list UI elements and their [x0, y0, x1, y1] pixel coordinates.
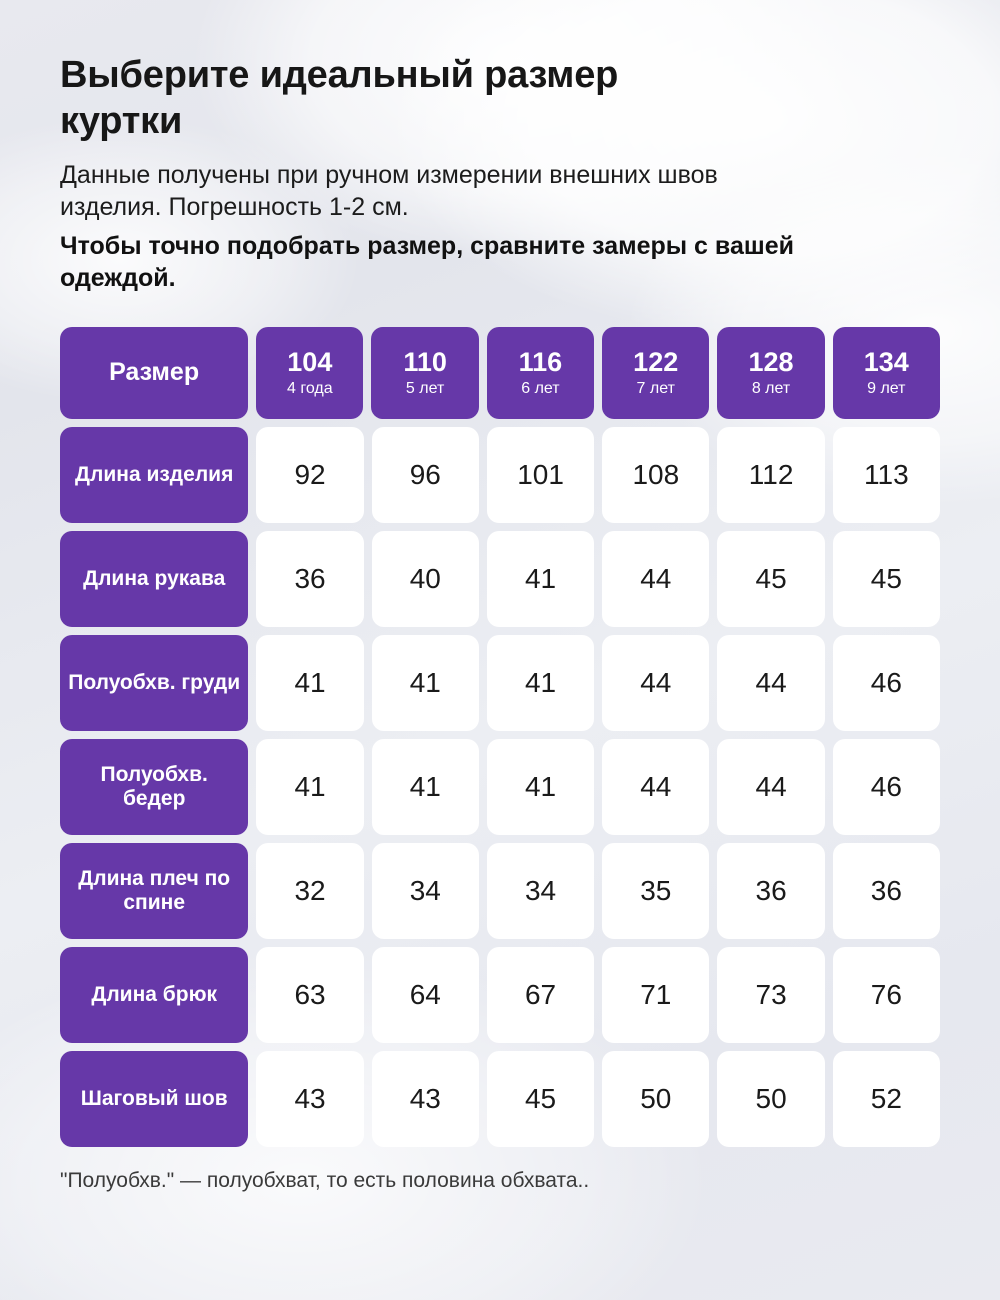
header-age: 5 лет — [405, 379, 445, 397]
page-title: Выберите идеальный размер куртки — [60, 54, 619, 143]
table-header-col-1 — [371, 327, 478, 419]
table-header-col-3 — [602, 327, 709, 419]
header-age: 4 года — [287, 379, 333, 397]
table-cell: 44 — [717, 635, 824, 731]
table-row — [60, 947, 940, 1043]
table-cell: 44 — [602, 531, 709, 627]
table-cell: 34 — [372, 843, 479, 939]
table-cell: 112 — [717, 427, 824, 523]
table-header-row — [60, 327, 940, 419]
table-cell: 108 — [602, 427, 709, 523]
table-cell: 41 — [256, 635, 363, 731]
table-cell: 76 — [833, 947, 940, 1043]
row-label: Полуобхв. бедер — [60, 739, 248, 835]
table-row — [60, 843, 940, 939]
table-cell: 44 — [602, 635, 709, 731]
table-row — [60, 1051, 940, 1147]
table-cell: 52 — [833, 1051, 940, 1147]
table-header-col-4 — [717, 327, 824, 419]
table-cell: 45 — [833, 531, 940, 627]
table-cell: 45 — [487, 1051, 594, 1147]
header-size: 116 — [518, 347, 563, 378]
header-age: 8 лет — [751, 379, 791, 397]
table-corner-label: Размер — [60, 327, 248, 419]
table-cell: 40 — [372, 531, 479, 627]
page-subtitle: Данные получены при ручном измерении внешних швов изделия. Погрешность 1-2 см. — [60, 160, 718, 222]
table-cell: 35 — [602, 843, 709, 939]
header-size: 110 — [403, 347, 447, 378]
table-cell: 41 — [487, 635, 594, 731]
size-table — [60, 327, 940, 1147]
row-label: Полуобхв. груди — [60, 635, 248, 731]
table-cell: 50 — [717, 1051, 824, 1147]
footnote: "Полуобхв." — полуобхват, то есть половина обхвата.. — [60, 1168, 590, 1192]
table-cell: 50 — [602, 1051, 709, 1147]
table-row — [60, 427, 940, 523]
table-cell: 44 — [717, 739, 824, 835]
table-cell: 36 — [256, 531, 363, 627]
table-row — [60, 635, 940, 731]
header-size: 134 — [863, 347, 909, 378]
table-cell: 46 — [833, 739, 940, 835]
header-size: 104 — [287, 347, 333, 378]
table-cell: 46 — [833, 635, 940, 731]
row-label: Шаговый шов — [60, 1051, 248, 1147]
table-header-col-5 — [833, 327, 940, 419]
table-cell: 45 — [717, 531, 824, 627]
table-cell: 41 — [487, 531, 594, 627]
table-cell: 36 — [717, 843, 824, 939]
row-label: Длина изделия — [60, 427, 248, 523]
table-cell: 92 — [256, 427, 363, 523]
table-cell: 36 — [833, 843, 940, 939]
table-cell: 64 — [372, 947, 479, 1043]
row-label: Длина рукава — [60, 531, 248, 627]
table-header-col-0 — [256, 327, 363, 419]
table-cell: 43 — [372, 1051, 479, 1147]
page-subtitle-emphasis: Чтобы точно подобрать размер, сравните замеры с вашей одеждой. — [60, 231, 794, 293]
content-wrapper — [60, 0, 940, 1193]
table-cell: 32 — [256, 843, 363, 939]
table-cell: 41 — [372, 739, 479, 835]
table-cell: 71 — [602, 947, 709, 1043]
table-cell: 113 — [833, 427, 940, 523]
table-cell: 43 — [256, 1051, 363, 1147]
table-cell: 73 — [717, 947, 824, 1043]
table-cell: 63 — [256, 947, 363, 1043]
table-row — [60, 531, 940, 627]
table-cell: 41 — [372, 635, 479, 731]
table-cell: 101 — [487, 427, 594, 523]
table-cell: 44 — [602, 739, 709, 835]
header-age: 6 лет — [521, 379, 560, 397]
table-cell: 67 — [487, 947, 594, 1043]
header-age: 7 лет — [636, 379, 675, 397]
table-header-col-2 — [487, 327, 594, 419]
table-row — [60, 739, 940, 835]
table-cell: 34 — [487, 843, 594, 939]
table-cell: 41 — [487, 739, 594, 835]
row-label: Длина плеч по спине — [60, 843, 248, 939]
header-age: 9 лет — [867, 379, 906, 397]
table-cell: 96 — [372, 427, 479, 523]
table-cell: 41 — [256, 739, 363, 835]
header-size: 122 — [633, 347, 679, 378]
header-size: 128 — [748, 347, 794, 378]
row-label: Длина брюк — [60, 947, 248, 1043]
